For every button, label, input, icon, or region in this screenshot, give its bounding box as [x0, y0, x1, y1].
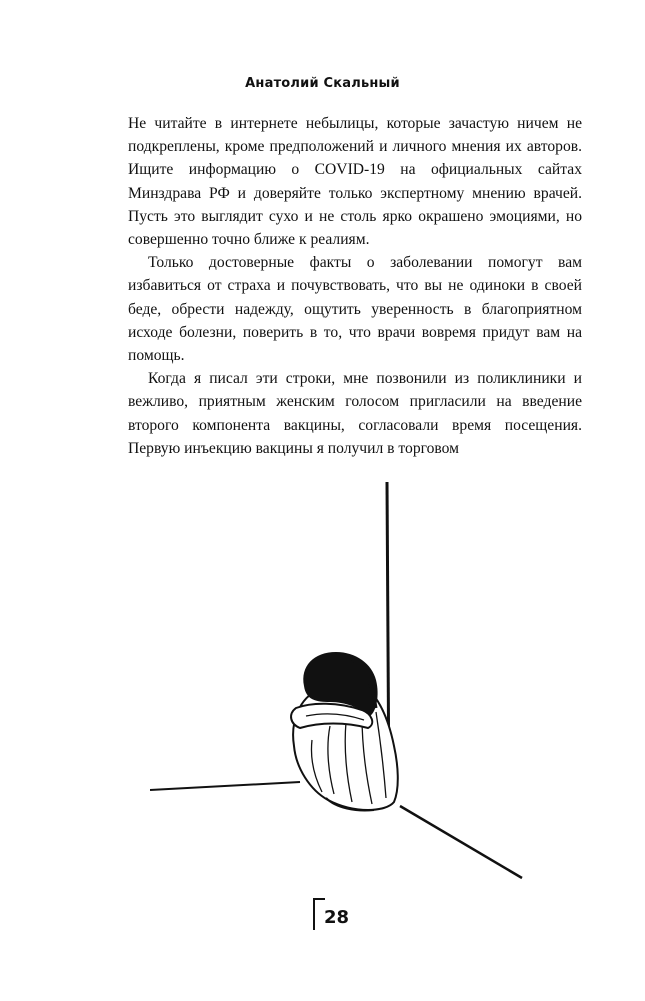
paragraph-1: Не читайте в интернете небылицы, которые зачастую ничем не подкреплены, кроме предположений и личного мнения их авторов. Ищите информацию о COVID-19 на официальных сайтах Минздрава РФ и доверяйте только экспертному мнению врачей. Пусть это выглядит сухо и не столь ярко окрашено эмоциями, но совершенно точно ближе к реалиям. [128, 115, 582, 249]
folio [313, 898, 373, 938]
floor-left-line [150, 782, 300, 790]
body-text [128, 112, 582, 460]
illustration-person-in-corner [150, 476, 530, 886]
running-head: Анатолий Скальный [245, 76, 400, 91]
paragraph-3: Когда я писал эти строки, мне позвонили из поликлиники и вежливо, приятным женским голосом пригласили на введение второго компонента вакцины, согласовали время посещения. Первую инъекцию вакцины я получил в торговом [128, 370, 582, 457]
page-number: 28 [324, 907, 350, 928]
floor-right-line [400, 806, 522, 878]
paragraph-2: Только достоверные факты о заболевании помогут вам избавиться от страха и почувствовать, что вы не одиноки в своей беде, обрести надежду, ощутить уверенность в благоприятном исходе болезни, поверить в то, что врачи вовремя придут вам на помощь. [128, 254, 582, 365]
